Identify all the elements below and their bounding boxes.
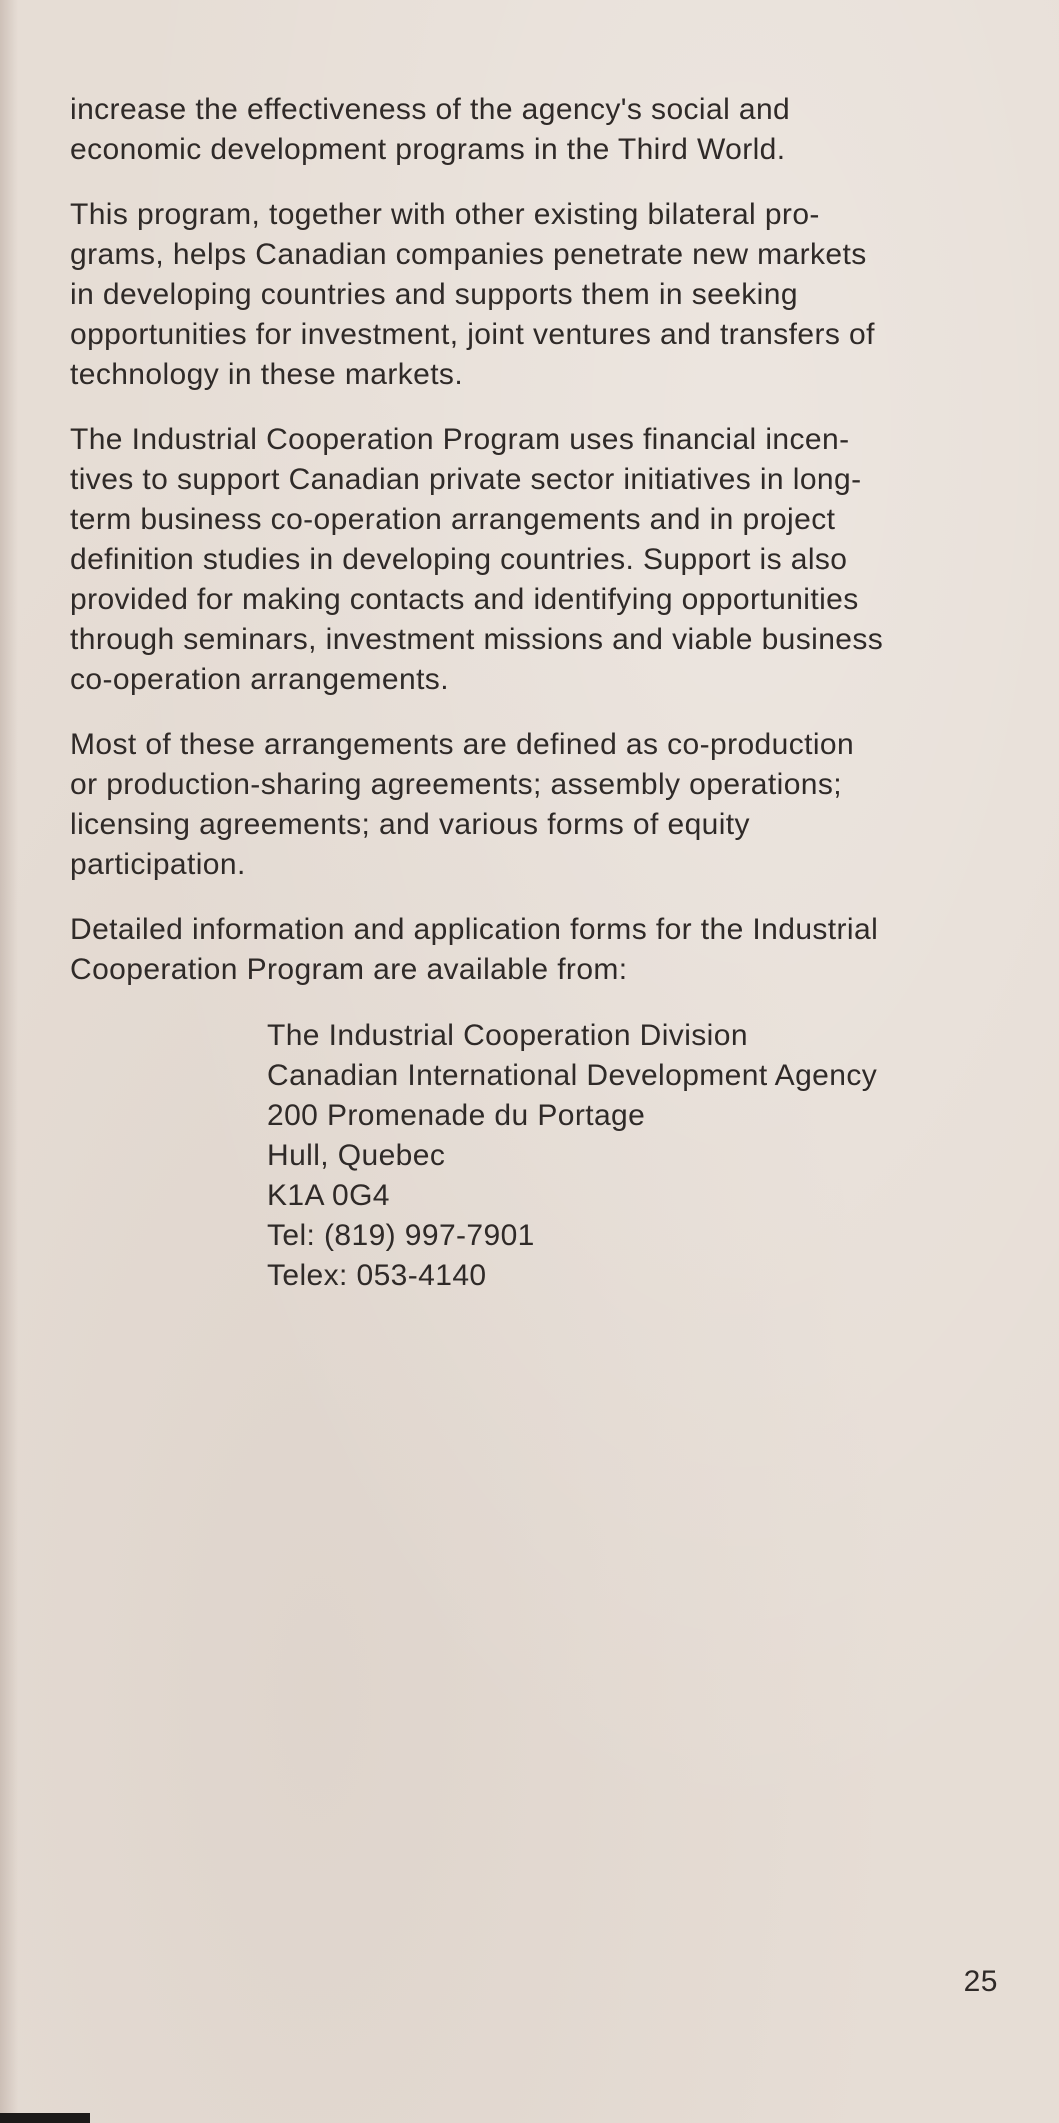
paragraph-industrial-cooperation: The Industrial Cooperation Program uses financial incen- tives to support Canadian private sector initiatives in long- term business co-operation arrangements and in project definition studies in developing countries. Support is also provided for making contacts and identifying opportunities through seminars, investment missions and viable business co-operation arrangements.	[70, 423, 884, 696]
paragraph-information-availability: Detailed information and application forms for the Industrial Cooperation Program are available from:	[70, 913, 879, 986]
page-number: 25	[963, 1965, 998, 1998]
address-division: The Industrial Cooperation Division	[267, 1019, 748, 1052]
body-text	[70, 90, 1000, 1296]
contact-address-block	[267, 1016, 1000, 1296]
page-gutter-shadow	[0, 0, 18, 2123]
paragraph-bilateral-programs: This program, together with other existing bilateral pro- grams, helps Canadian companies penetrate new markets in developing countries and supports them in seeking opportunities for investment, joint ventures and transfers of technology in these markets.	[70, 198, 875, 391]
address-telephone: Tel: (819) 997-7901	[267, 1219, 535, 1252]
address-postal-code: K1A 0G4	[267, 1179, 390, 1212]
address-street: 200 Promenade du Portage	[267, 1099, 646, 1132]
address-agency: Canadian International Development Agency	[267, 1059, 878, 1092]
address-city: Hull, Quebec	[267, 1139, 446, 1172]
paragraph-arrangements: Most of these arrangements are defined as co-production or production-sharing agreements; assembly operations; licensing agreements; and various forms of equity participation.	[70, 728, 855, 881]
address-telex: Telex: 053-4140	[267, 1259, 487, 1292]
bottom-edge-mark	[0, 2113, 90, 2123]
paragraph-agency-effectiveness: increase the effectiveness of the agency's social and economic development programs in the Third World.	[70, 93, 791, 166]
